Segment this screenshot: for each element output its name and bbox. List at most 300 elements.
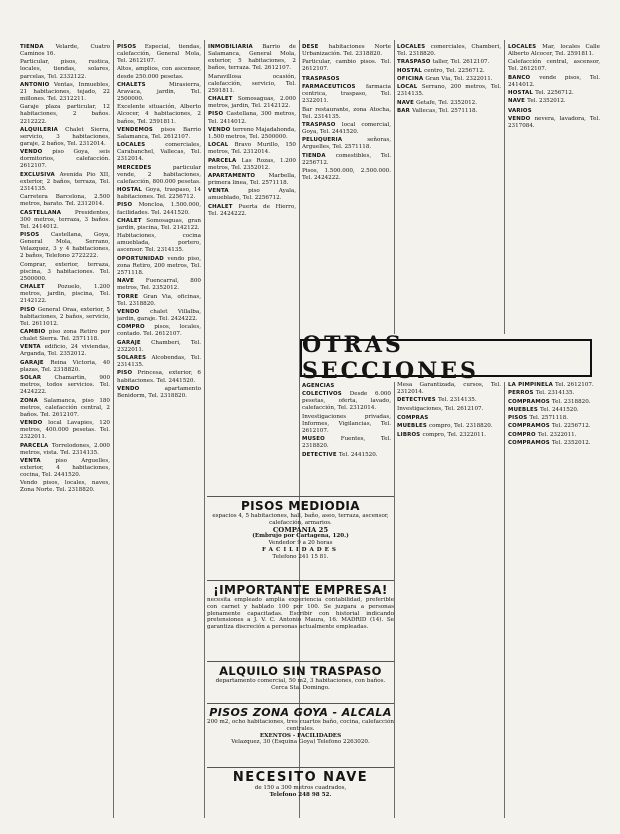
entry-keyword: COMPRAMOS [508, 439, 552, 446]
classified-entry [117, 202, 201, 216]
entry-text: local Lavapies, 120 metros, 400.000 pesetas. Tel. 2322011. [20, 420, 110, 441]
entry-keyword: NAVE [508, 98, 528, 105]
classified-entry [117, 370, 201, 384]
section-header [508, 107, 600, 115]
entry-keyword: COLECTIVOS [302, 391, 350, 398]
entry-text: Gran Via, Tel. 2322011. [425, 75, 493, 82]
entry-keyword: VENDO [117, 385, 165, 392]
entry-text: edificio, 24 viviendas, Arganda, Tel. 2352012. [20, 344, 110, 358]
entry-keyword: TRASPASO [397, 59, 433, 66]
classified-entry [20, 443, 110, 457]
classified-entry [208, 188, 296, 202]
entry-text: Vendo pisos, locales, naves, Zona Norte. Tel. 2318820. [20, 480, 110, 494]
classified-entry [397, 108, 501, 115]
classified-entry [20, 149, 110, 170]
classified-entry [208, 127, 296, 141]
ad-title: PISOS MEDIODIA [240, 499, 360, 513]
entry-text: Tel. 2314135. [535, 390, 575, 397]
entry-text: Goya, traspaso, 14 habitaciones. Tel. 2256712. [117, 187, 201, 201]
entry-text: Avenida Pio XII, exterior, 2 baños, terraza, Tel. 2314135. [20, 171, 110, 192]
ad-pisos-mediodia [207, 499, 394, 561]
entry-text: Mirasierra, Aravaca, jardin, Tel. 2500000. [117, 81, 201, 103]
entry-keyword: GARAJE [20, 359, 51, 366]
entry-text: Serrano, 200 metros, Tel. 2314135. [397, 84, 501, 98]
entry-text: Tel. 2441520. [338, 451, 378, 458]
entry-text: Carretera Barcelona, 2.500 metros, barato. Tel. 2312014. [20, 194, 110, 208]
entry-keyword: VENDO [20, 149, 53, 156]
entry-keyword: COMPRAMOS [508, 423, 552, 430]
classified-entry [508, 415, 600, 422]
column-divider [504, 40, 505, 334]
classified-entry [117, 66, 201, 80]
entry-text: piso Ayala, amueblado, Tel. 2256712. [208, 188, 296, 202]
classified-entry [117, 127, 201, 141]
classified-entry [117, 104, 201, 125]
entry-keyword: MUEBLES [508, 406, 541, 413]
classified-entry [302, 153, 391, 167]
entry-keyword: PISOS [20, 232, 51, 239]
classified-entry [117, 340, 201, 354]
entry-text: Tel. 2318820. [551, 398, 591, 405]
classified-entry [117, 233, 201, 254]
entry-keyword: PISO [117, 370, 138, 377]
classified-entry [117, 142, 201, 163]
entry-text: Somosaguas, 2.000 metros, jardin, Tel. 2142122. [208, 96, 296, 110]
classified-entry [397, 44, 501, 58]
entry-keyword: VENDO [508, 115, 535, 122]
entry-keyword: TORRE [117, 293, 144, 300]
classified-entry [302, 122, 391, 136]
section-banner: OTRAS SECCIONES [300, 339, 592, 377]
classified-entry [20, 420, 110, 441]
entry-text: Tel. 2352012. [551, 439, 591, 446]
column-divider [299, 40, 300, 818]
classified-entry [117, 256, 201, 277]
classified-entry [208, 44, 296, 72]
entry-keyword: NAVE [397, 99, 417, 106]
entry-keyword: VENTA [20, 457, 56, 464]
entry-text: local comercial, Goya, Tel. 2441520. [302, 121, 391, 135]
ad-alquilo [207, 664, 394, 692]
classified-entry [302, 137, 391, 151]
entry-keyword: PISOS [508, 415, 530, 422]
classified-column-5-lower [397, 382, 501, 820]
classified-column-5 [397, 44, 501, 334]
classified-entry [208, 173, 296, 187]
classified-entry [508, 390, 600, 397]
classified-entry [20, 82, 110, 103]
classified-entry [117, 324, 201, 338]
ad-rule [207, 703, 394, 704]
entry-text: Bravo Murillo, 150 metros, Tel. 2312014. [208, 142, 296, 156]
entry-keyword: LOCALES [117, 142, 166, 149]
entry-keyword: LOCAL [208, 142, 235, 149]
entry-keyword: VENTA [208, 188, 249, 195]
entry-keyword: VARIOS [508, 107, 532, 114]
entry-keyword: MERCEDES [117, 164, 173, 171]
classified-entry [397, 397, 501, 404]
classified-entry [20, 307, 110, 328]
entry-text: Reina Victoria, 40 plazas, Tel. 2318820. [20, 359, 110, 373]
classified-entry [117, 165, 201, 186]
entry-text: habitaciones Norte Urbanización. Tel. 2318820. [302, 44, 391, 58]
entry-text: Vallecas, Tel. 2571118. [412, 107, 478, 114]
classified-entry [508, 382, 600, 389]
classified-entry [508, 399, 600, 406]
ad-address: (Embrujo por Cartagena, 120.) [252, 533, 349, 540]
entry-keyword: COMPRO [508, 431, 538, 438]
entry-text: Moncloa, 1.500.000, facilidades. Tel. 2441520. [117, 202, 201, 216]
ad-rule [207, 661, 394, 662]
entry-text: Pisos, 1.500.000, 2.500.000. Tel. 2424222. [302, 168, 391, 182]
classified-entry [20, 44, 110, 58]
entry-text: Barrio de Salamanca, General Mola, exterior, 5 habitaciones, 2 baños, terraza. Tel. 2612107. [208, 44, 296, 72]
classified-entry [208, 111, 296, 125]
classified-entry [117, 278, 201, 292]
ad-title: PISOS ZONA GOYA - ALCALA [209, 706, 392, 719]
entry-text: Tel. 2256712. [535, 90, 574, 97]
classified-entry [302, 84, 391, 105]
entry-keyword: EXCLUSIVA [20, 171, 60, 178]
entry-text: piso Arguelles, exterior, 4 habitaciones, cocina, Tel. 2441520. [20, 457, 110, 479]
classified-column-2 [117, 44, 201, 816]
classified-entry [508, 75, 600, 89]
classified-entry [20, 127, 110, 148]
classified-entry [302, 391, 391, 412]
entry-text: Tel. 2612107. [555, 382, 594, 388]
entry-keyword: TRASPASOS [302, 75, 340, 82]
classified-entry [397, 84, 501, 98]
entry-keyword: DESE [302, 44, 329, 50]
classified-entry [397, 59, 501, 66]
entry-text: comerciales, Carabanchel, Vallecas, Tel. 2312014. [117, 142, 201, 163]
ad-body: 200 m2, ocho habitaciones, tres cuartos baño, cocina, calefacción centrales. [207, 719, 394, 732]
entry-text: Excelente situación, Alberto Alcocer, 4 habitaciones, 2 baños, Tel. 2591811. [117, 104, 201, 125]
entry-text: Maravillosa ocasión, calefacción, servicio, Tel. 2591811. [208, 73, 296, 94]
entry-keyword: APARTAMENTO [208, 172, 269, 179]
classified-entry [508, 59, 600, 73]
entry-keyword: CHALET [208, 96, 238, 103]
classified-entry [20, 194, 110, 208]
entry-text: vendo piso, zona Retiro, 200 metros, Tel. 2571118. [117, 255, 201, 276]
classified-entry [20, 398, 110, 419]
classified-entry [117, 309, 201, 323]
entry-text: Tel. 2441520. [540, 406, 579, 413]
entry-text: pisos, locales, contado. Tel. 2612107. [117, 324, 201, 338]
entry-keyword: ANTONIO [20, 81, 54, 88]
classified-entry [208, 142, 296, 156]
entry-keyword: COMPRAMOS [508, 398, 552, 405]
ad-exentos: EXENTOS - FACILIDADES [259, 732, 342, 739]
entry-keyword: TIENDA [20, 44, 56, 50]
classified-entry [302, 414, 391, 435]
classified-entry [397, 406, 501, 413]
entry-keyword: CHALETS [117, 81, 170, 88]
entry-text: Torrelodones, 2.000 metros, vista. Tel. 2314135. [20, 442, 110, 456]
classified-entry [117, 386, 201, 400]
entry-text: centro, Tel. 2256712. [424, 67, 485, 74]
classified-entry [508, 116, 600, 130]
entry-keyword: PELUQUERIA [302, 137, 368, 144]
classified-entry [397, 68, 501, 75]
entry-text: Tel. 2571118. [529, 415, 569, 422]
entry-text: Gran Via, oficinas, Tel. 2318820. [117, 293, 201, 307]
classified-entry [208, 74, 296, 95]
entry-keyword: HOSTAL [397, 67, 425, 74]
entry-text: farmacia centrica, traspaso, Tel. 2322011. [302, 84, 391, 105]
classified-entry [20, 172, 110, 193]
entry-text: Desde 6.000 pesetas, oferta, lavado, calefacción, Tel. 2312014. [302, 391, 391, 412]
entry-keyword: OPORTUNIDAD [117, 255, 168, 262]
classified-entry [20, 480, 110, 494]
entry-text: Chalet Sierra, servicio, 3 habitaciones, garaje, 2 baños, Tel. 2312014. [20, 126, 110, 147]
classified-entry [208, 158, 296, 172]
ad-title: NECESITO NAVE [232, 770, 369, 785]
classified-entry [397, 423, 501, 430]
entry-keyword: CASTELLANA [20, 209, 75, 216]
ad-body: de 150 a 300 metros cuadrados, [254, 785, 347, 791]
classified-entry [117, 218, 201, 232]
classified-entry [20, 262, 110, 283]
entry-text: comestibles, Tel. 2256712. [302, 152, 391, 166]
classified-column-1 [20, 44, 110, 816]
entry-text: Especial, tiendas, calefacción, General Mola, Tel. 2612107. [117, 44, 201, 65]
classified-entry [20, 59, 110, 80]
entry-keyword: BAR [397, 107, 413, 114]
entry-text: Investigaciones, Tel. 2612107. [397, 405, 484, 412]
entry-text: Velarde, Cuatro Caminos 16. [20, 44, 110, 58]
entry-text: Investigaciones privadas, Informes, Vigilancias, Tel. 2612107. [302, 413, 391, 434]
entry-keyword: MUEBLES [397, 423, 430, 430]
classified-entry [208, 96, 296, 110]
entry-text: comerciales, Chamberi, Tel. 2318820. [397, 44, 501, 58]
entry-text: compro, Tel. 2318820. [429, 423, 493, 430]
entry-keyword: CHALET [117, 217, 147, 224]
entry-keyword: CHALET [20, 284, 58, 291]
entry-text: Pozuelo, 1.200 metros, jardin, piscina, Tel. 2142122. [20, 284, 110, 305]
entry-text: Tel. 2256712. [551, 423, 591, 430]
classified-entry [20, 375, 110, 396]
entry-text: terreno Majadahonda, 1.500 metros, Tel. 2500000. [208, 126, 296, 140]
classified-entry [508, 90, 600, 97]
entry-keyword: OFICINA [397, 75, 426, 82]
entry-text: piso Goya, seis dormitorios, calefacción. 2612107. [20, 149, 110, 170]
entry-text: taller, Tel. 2612107. [432, 59, 490, 66]
entry-keyword: COMPRO [117, 324, 155, 331]
entry-keyword: VENDEMOS [117, 126, 161, 133]
entry-keyword: LOCALES [397, 44, 431, 50]
classified-entry [508, 407, 600, 414]
classified-entry [20, 232, 110, 260]
classified-entry [117, 82, 201, 103]
entry-text: pisos Barrio Salamanca, Tel. 2612107. [117, 126, 201, 140]
classified-entry [508, 423, 600, 430]
entry-keyword: PARCELA [20, 442, 52, 449]
column-divider [504, 382, 505, 818]
entry-keyword: HOSTAL [508, 90, 536, 97]
entry-keyword: VENTA [20, 344, 45, 351]
entry-keyword: AGENCIAS [302, 383, 335, 389]
classified-entry [302, 59, 391, 73]
entry-text: Alcobendas, Tel. 2314135. [117, 355, 201, 369]
entry-text: chalet Villalba, jardin, garaje. Tel. 2424222. [117, 308, 201, 322]
entry-keyword: DETECTIVES [397, 397, 438, 404]
classified-entry [302, 44, 391, 58]
entry-keyword: INMOBILIARIA [208, 44, 263, 50]
entry-keyword: ZONA [20, 397, 44, 404]
ad-rule [207, 767, 394, 768]
entry-text: Fuencarral, 800 metros, Tel. 2352012. [117, 278, 201, 292]
classified-entry [20, 360, 110, 374]
entry-text: Mar, locales Calle Alberto Alcocer, Tel. 2591811. [508, 44, 600, 58]
entry-keyword: PERROS [508, 390, 536, 397]
ad-title: ALQUILO SIN TRASPASO [219, 664, 382, 678]
entry-keyword: LIBROS [397, 431, 423, 438]
entry-keyword: NAVE [117, 278, 146, 285]
entry-text: Castellana, Goya, General Mola, Serrano, Velazquez, 3 y 4 habitaciones, 2 baños, Telefono 2722222. [20, 232, 110, 260]
entry-text: Chamartin, 900 metros, todos servicios. Tel. 2424222. [20, 375, 110, 396]
entry-text: señoras, Arguelles, Tel. 2571118. [302, 137, 391, 151]
entry-text: piso zona Retiro por chalet Sierra. Tel. 2571118. [20, 329, 110, 343]
entry-keyword: LOCAL [397, 84, 422, 91]
entry-text: Comprar, exterior, terraza, piscina, 3 habitaciones. Tel. 2500000. [20, 261, 110, 282]
entry-keyword: TRASPASO [302, 121, 342, 128]
section-header [302, 75, 391, 83]
entry-text: Princesa, exterior, 6 habitaciones. Tel. 2441520. [117, 370, 201, 384]
classified-column-6-lower [508, 382, 600, 820]
entry-text: Habitaciones, cocina amueblada, portero, ascensor. Tel. 2314135. [117, 233, 201, 254]
column-divider [204, 40, 205, 818]
classified-entry [397, 76, 501, 83]
entry-keyword: SOLAR [20, 375, 55, 382]
entry-keyword: MUSEO [302, 436, 341, 443]
classified-entry [302, 436, 391, 450]
classified-entry [508, 440, 600, 447]
entry-text: Tel. 2314135. [437, 397, 477, 404]
column-divider [394, 382, 395, 818]
entry-keyword: BANCO [508, 74, 540, 81]
column-divider [113, 40, 114, 818]
classified-entry [117, 187, 201, 201]
classified-entry [117, 44, 201, 65]
entry-text: Particular, pisos, rustica, locales, tiendas, solares, parcelas, Tel. 2332122. [20, 59, 110, 80]
entry-keyword: PISO [208, 111, 227, 118]
classified-entry [20, 344, 110, 358]
entry-text: Fuentes, Tel. 2318820. [302, 436, 391, 450]
entry-text: Altos, amplios, con ascensor, desde 250.000 pesetas. [117, 66, 201, 80]
classified-entry [508, 44, 600, 58]
entry-text: Tel. 2352012. [527, 98, 566, 105]
classified-entry [302, 452, 391, 459]
classified-entry [208, 204, 296, 218]
classified-entry [302, 107, 391, 121]
classified-column-3 [208, 44, 296, 464]
entry-text: Las Rozas, 1.200 metros, Tel. 2352012. [208, 157, 296, 171]
classified-entry [20, 104, 110, 125]
ad-hours: Vendedor 9 a 20 horas [268, 540, 333, 547]
agencias-column [302, 382, 391, 492]
entry-text: Chamberi, Tel. 2322011. [117, 339, 201, 353]
ad-rule [207, 580, 394, 581]
ad-body: departamento comercial, 50 m2, 3 habitaciones, con baños. Cerca Sta. Domingo. [215, 678, 386, 691]
classified-entry [20, 210, 110, 231]
entry-text: particular vende, 2 habitaciones, calefacción, 800.000 pesetas. [117, 164, 201, 185]
entry-keyword: PARCELA [208, 157, 242, 164]
entry-text: Ventas, Inmuebles, 21 habitaciones, tejado, 22 millones. Tel. 2312211. [20, 81, 110, 103]
entry-keyword: ALQUILERIA [20, 126, 66, 133]
entry-text: Castellana, 300 metros, Tel. 2414012. [208, 111, 296, 125]
classified-entry [20, 329, 110, 343]
classified-entry [20, 284, 110, 305]
entry-text: Calefacción central, ascensor, Tel. 2612107. [508, 59, 600, 73]
entry-keyword: VENDO [20, 420, 49, 427]
classified-entry [397, 382, 501, 396]
entry-text: Garaje plaza particular, 12 habitaciones, 2 baños. 2212222. [20, 104, 110, 125]
classified-column-4 [302, 44, 391, 334]
entry-keyword: PISO [117, 202, 139, 209]
entry-keyword: DETECTIVE [302, 451, 339, 458]
entry-text: Presidentes, 300 metros, terraza, 3 baños. Tel. 2414012. [20, 209, 110, 230]
entry-text: Bar restaurante, zona Atocha, Tel. 2314135. [302, 106, 391, 120]
entry-text: Salamanca, piso 180 metros, calefacción central, 2 baños. Tel. 2612107. [20, 397, 110, 418]
entry-keyword: SOLARES [117, 355, 152, 362]
section-header [302, 382, 391, 390]
entry-keyword: PISOS [117, 44, 145, 50]
entry-keyword: FARMACEUTICOS [302, 84, 367, 91]
ad-tel: Telefono 241 15 81. [272, 553, 329, 560]
entry-text: apartamento Benidorm, Tel. 2318820. [117, 385, 201, 399]
section-header [397, 414, 501, 422]
entry-keyword: VENDO [208, 126, 233, 133]
classified-entry [302, 168, 391, 182]
ad-company: COMPANIA 25 [272, 525, 329, 534]
entry-keyword: LOCALES [508, 44, 543, 50]
ad-rule [207, 496, 394, 497]
classified-entry [20, 458, 110, 479]
entry-keyword: GARAJE [117, 339, 152, 346]
entry-keyword: TIENDA [302, 152, 336, 159]
entry-keyword: VENDO [117, 308, 151, 315]
entry-text: Particular, cambio pisos. Tel. 2612107. [302, 59, 391, 73]
ad-title: ¡IMPORTANTE EMPRESA! [213, 583, 388, 597]
ad-zona-goya [207, 706, 394, 746]
ad-address: Velazquez, 30 (Esquina Goya) Telefono 2263020. [231, 739, 370, 746]
classified-entry [397, 432, 501, 439]
ad-necesito-nave [207, 770, 394, 799]
entry-text: Marbella, primera linea, Tel. 2571118. [208, 172, 296, 186]
ad-tel: Telefono 248 98 52. [269, 791, 332, 798]
entry-keyword: LA PIMPINELA [508, 382, 556, 388]
entry-text: Somosaguas, gran jardin, piscina, Tel. 2142122. [117, 217, 201, 231]
ad-facilidades: FACILIDADES [262, 546, 339, 553]
entry-text: vende pisos, Tel. 2414012. [508, 74, 600, 88]
ad-body: necesita empleado amplia experiencia contabilidad, preferible con carnet y hablado 100 por 100. Se juzgara a personas plenamente capacitadas. Escribir con historial indicando pretensiones a J. V. C. Antonio Maura, 16. MADRID (14). Se garantiza discreción a personas actualmente empleadas. [207, 597, 394, 631]
entry-text: Getafe, Tel. 2352012. [416, 99, 478, 106]
ad-importante-empresa [207, 583, 394, 631]
entry-text: Tel. 2322011. [537, 431, 577, 438]
ad-body: espacios 4, 5 habitaciones, hall, baño, aseo, terraza, ascensor, calefacción, armarios. [212, 513, 389, 526]
entry-keyword: CHALET [208, 203, 239, 210]
classified-entry [508, 98, 600, 105]
entry-text: compro, Tel. 2322011. [422, 431, 487, 438]
entry-text: Mesa Garantizada, cursos, Tel. 2312014. [397, 382, 501, 396]
column-divider [394, 40, 395, 334]
entry-text: General Oraa, exterior, 5 habitaciones, 2 baños, servicio, Tel. 2611012. [20, 306, 110, 327]
classified-entry [117, 294, 201, 308]
entry-keyword: PISO [20, 306, 38, 313]
entry-keyword: CAMBIO [20, 329, 49, 335]
entry-keyword: COMPRAS [397, 414, 429, 421]
